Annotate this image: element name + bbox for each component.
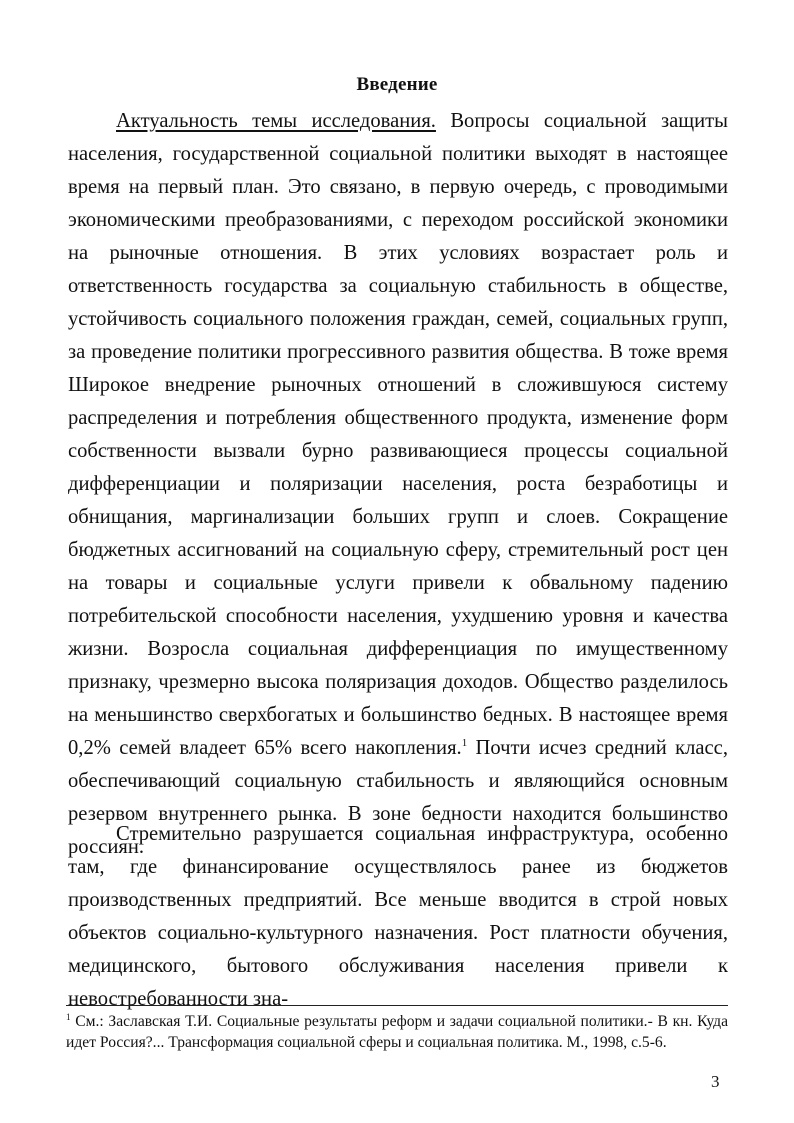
page-number: 3 (711, 1072, 720, 1091)
paragraph-text-continued: Почти исчез средний класс, обеспечивающий социальную стабильность и являющийся основным резервом внутреннего рынка. В зоне бедности находится большинство россиян. (68, 737, 728, 858)
footnote (66, 1011, 728, 1053)
footnote-divider (66, 1005, 728, 1006)
paragraph-text: Вопросы социальной защиты населения, государственной социальной политики выходят в настоящее время на первый план. Это связано, в первую очередь, с проводимыми экономическими преобразованиями, с переходом российской экономики на рыночные отношения. В этих условиях возрастает роль и ответственность государства за социальную стабильность в обществе, устойчивость социального положения граждан, семей, социальных групп, за проведение политики прогрессивного развития общества. В тоже время Широкое внедрение рыночных отношений в сложившуюся систему распределения и потребления общественного продукта, изменение форм собственности вызвали бурно развивающиеся процессы социальной дифференциации и поляризации населения, роста безработицы и обнищания, маргинализации больших групп и слоев. Сокращение бюджетных ассигнований на социальную сферу, стремительный рост цен на товары и социальные услуги привели к обвальному падению потребительской способности населения, ухудшению уровня и качества жизни. Возросла социальная дифференциация по имущественному признаку, чрезмерно высока поляризация доходов. Общество разделилось на меньшинство сверхбогатых и большинство бедных. В настоящее время 0,2% семей владеет 65% всего накопления. (68, 110, 728, 759)
topic-label: Актуальность темы исследования. (116, 110, 436, 132)
section-heading: Введение (356, 74, 438, 95)
footnote-marker: 1 (66, 1011, 71, 1022)
footnote-reference: 1 (461, 737, 468, 750)
paragraph-text: Стремительно разрушается социальная инфраструктура, особенно там, где финансирование осуществлялось ранее из бюджетов производственных предприятий. Все меньше вводится в строй новых объектов социально-культурного назначения. Рост платности обучения, медицинского, бытового обслуживания населения привели к невостребованности зна- (68, 823, 728, 1010)
footnote-text: См.: Заславская Т.И. Социальные результаты реформ и задачи социальной политики.- В кн. Куда идет Россия?... Трансформация социальной сферы и социальная политика. М., 1998, с.5-6. (66, 1013, 728, 1051)
paragraph-relevance (68, 105, 728, 864)
paragraph-infrastructure (68, 818, 728, 1016)
